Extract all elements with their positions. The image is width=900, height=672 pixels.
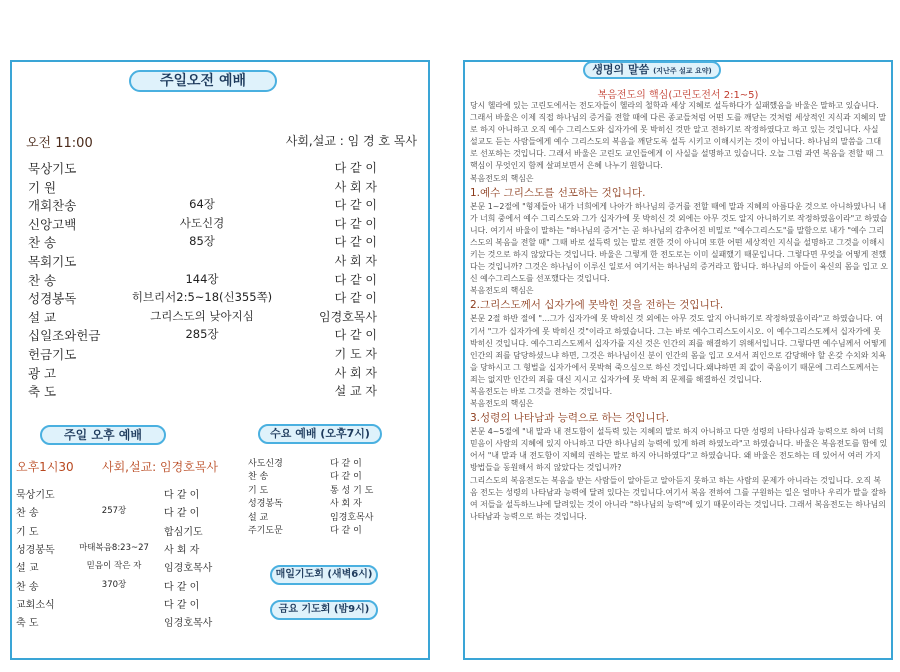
paragraph: 본문 4~5절에 "내 말과 내 전도함이 설득력 있는 지혜의 말로 하지 아니하고 다만 성령의 나타나심과 능력으로 하여 너희 믿음이 사람의 지혜에 있지 아니하고 다만 하나님의 능력에 있게 하려 하였노라"고 하였습니다. 바울은 복음전도를 함에 있어서 "내 말과 내 전도함이 지혜의 권하는 말로 하지 아니하였다"고 하였습니다. 왜 바울은 전도하는 데 있어서 여러 가지 방법들을 동원해서 하지 않았다는 것입니까?: [470, 427, 888, 473]
sermon-title-text: 생명의 말씀: [592, 63, 650, 76]
order-item-person: 임경호목사: [319, 309, 377, 324]
order-item-person: 다 같 이: [164, 581, 200, 593]
order-item-person: 사 회 자: [334, 365, 377, 380]
paragraph: 그리스도의 복음전도는 복음을 받는 사람들이 알아듣고 알아듣지 못하고 하는 사람의 문제가 아니라는 것입니다. 오직 복음 전도는 성령의 나타남과 능력에 달려 있다는 것입니다.여기서 복음 전하여 그를 구원하는 일은 얼마나 우리가 말을 잘하여 저들을 설득하느냐에 달려있는 것이 아니라 "하나님의 능력"에 있기 때문이라는 것입니다. 그래서 복음전도는 하나님의 나타남과 능력으로 하는 것입니다.: [470, 475, 887, 521]
order-item-name: 개회찬송: [28, 198, 77, 214]
order-item-name: 헌금기도: [28, 347, 77, 362]
order-item-person: 사 회 자: [334, 254, 377, 268]
order-item-name: 찬 송: [28, 272, 57, 288]
friday-prayer-title: 금요 기도회 (밤9시): [270, 600, 378, 620]
order-item-name: 십일조와헌금: [28, 328, 101, 344]
order-item-person: 다 같 이: [334, 328, 377, 343]
order-item-name: 기 원: [28, 179, 57, 195]
order-item-person: 합심기도: [164, 526, 203, 538]
morning-service-leader: 사회,설교 : 임 경 호 목사: [285, 134, 417, 148]
order-item-detail: 64장: [189, 197, 215, 212]
order-item-name: 묵상기도: [16, 490, 55, 501]
paragraph: 당시 헬라에 있는 고린도에서는 전도자들이 헬라의 철학과 세상 지혜로 설득하다가 실패했음을 바울은 말하고 있습니다. 그래서 바울은 이제 직접 하나님의 증거를 전할 때에 다른 종교들처럼 어떤 도를 깨닫는 것처럼 세상적인 지식과 지혜의 말로 하지 아니하고 오직 예수 그리스도와 십자가에 못 박히신 것만 알고 전하기로 작정하였다고 하고 있는 것입니다. 사실 설교도 듣는 사람들에게 예수 그리스도의 복음을 깨닫도록 설득 시키고 이해시키는 것이 아닙니다. 하나님의 말씀을 그대로 선포하는 것입니다. 그래서 바울은 고린도 교인들에게 이 사실을 설명하고 있습니다. 오늘 그럼 과연 복음을 전할 때 그 핵심이 무엇인지 함께 살펴보면서 은혜 나누기 원합니다.: [470, 101, 887, 171]
sermon-section-title: [583, 61, 721, 79]
order-item-person: 임경호목사: [164, 618, 213, 630]
order-item-name: 교회소식: [16, 599, 55, 611]
order-item-name: 성경봉독: [16, 544, 55, 556]
order-item-name: 찬 송: [28, 235, 57, 251]
order-item-person: 다 같 이: [164, 490, 200, 501]
order-item-name: 기 도: [248, 485, 269, 496]
order-item-person: 다 같 이: [334, 161, 377, 175]
order-item-name: 성경봉독: [248, 499, 283, 510]
order-item-person: 다 같 이: [334, 291, 377, 306]
sermon-title-note: (지난주 설교 요약): [653, 67, 712, 75]
paragraph: 복음전도의 핵심은: [470, 286, 534, 296]
order-item-person: 사 회 자: [330, 499, 362, 510]
afternoon-service-title: 주일 오후 예배: [40, 425, 166, 445]
order-item-person: 다 같 이: [334, 216, 377, 231]
paragraph: 복음전도의 핵심은: [470, 399, 534, 409]
section-heading: 3.성령의 나타남과 능력으로 하는 것입니다.: [470, 412, 670, 425]
order-item-person: 기 도 자: [334, 347, 377, 361]
order-item-person: 다 같 이: [330, 472, 362, 483]
order-item-name: 찬 송: [16, 508, 39, 520]
afternoon-service-leader: 사회,설교: 임경호목사: [102, 460, 219, 474]
paragraph: 복음전도는 바로 그것을 전하는 것입니다.: [470, 386, 613, 396]
sermon-subtitle: 복음전도의 핵심(고린도전서 2:1~5): [597, 90, 759, 101]
order-item-person: 다 같 이: [330, 459, 362, 469]
daily-prayer-title: 매일기도회 (새벽6시): [270, 565, 378, 585]
order-item-detail: 마태복음8:23~27: [79, 542, 149, 553]
order-item-person: 설 교 자: [334, 384, 377, 399]
sermon-body: [470, 100, 888, 523]
order-item-person: 통 성 기 도: [330, 485, 374, 496]
order-item-detail: 사도신경: [179, 215, 225, 230]
order-item-person: 사 회 자: [164, 544, 200, 556]
order-item-name: 찬 송: [16, 581, 39, 593]
section-heading: 1.예수 그리스도를 선포하는 것입니다.: [470, 186, 646, 199]
section-heading: 2.그리스도께서 십자가에 못박힌 것을 전하는 것입니다.: [470, 299, 724, 312]
order-item-person: 사 회 자: [334, 179, 377, 194]
order-item-person: 다 같 이: [334, 235, 377, 250]
paragraph: 복음전도의 핵심은: [470, 173, 534, 183]
order-item-detail: 그리스도의 낮아지심: [150, 308, 254, 323]
order-item-detail: 370장: [101, 579, 127, 590]
order-item-detail: 히브리서2:5~18(신355쪽): [131, 290, 273, 305]
order-item-name: 목회기도: [28, 254, 77, 269]
order-item-name: 축 도: [28, 384, 57, 400]
morning-service-title: 주일오전 예배: [129, 70, 277, 92]
order-item-name: 설 교: [28, 309, 57, 325]
paragraph: 본문 1~2절에 "형제들아 내가 너희에게 나아가 하나님의 증거를 전할 때에 말과 지혜의 아름다운 것으로 아니하였나니 내가 너희 중에서 예수 그리스도와 그가 십자가에 못 박히신 것 외에는 아무 것도 알지 아니하기로 작정하였음이라"고 하였습니다. 여기서 바울이 말하는 "하나님의 증거"는 곧 하나님의 감추어진 비밀로 "예수그리스도"를 말함으로 내가 "예수 그리스도의 복음을 전할 때" 그때 바로 설득력 있는 말로 전한 것이 아니며 또한 어떤 세상적인 지식을 설명하고 그것을 이해시키는 것으로 하지 않았다는 것입니다. 바울은 그렇게 한 전도로는 이미 실패했기 때문입니다. 그렇다면 무엇을 어떻게 전했다는 것입니까? 그것은 하나님이 이루신 일로서 여기서는 하나님의 증거라고 합니다. 하나님의 아들이 육신의 몸을 입고 오신 예수그리스도를 선포했다는 것입니다.: [470, 201, 888, 284]
order-item-person: 임경호목사: [164, 563, 213, 575]
order-item-detail: 85장: [189, 234, 215, 249]
order-item-person: 다 같 이: [334, 198, 377, 213]
order-item-name: 묵상기도: [28, 161, 77, 176]
order-item-person: 다 같 이: [164, 508, 200, 520]
order-item-person: 다 같 이: [330, 526, 362, 536]
order-item-name: 광 고: [28, 365, 57, 381]
wednesday-service-title: 수요 예배 (오후7시): [258, 424, 382, 444]
afternoon-service-time: 오후1시30: [16, 460, 74, 474]
order-item-name: 설 교: [16, 563, 39, 575]
order-item-name: 주기도문: [248, 526, 283, 536]
order-item-person: 다 같 이: [164, 599, 200, 611]
order-item-person: 임경호목사: [330, 512, 374, 523]
order-item-name: 신앙고백: [28, 216, 77, 232]
order-item-name: 기 도: [16, 526, 39, 538]
order-item-detail: 144장: [185, 271, 219, 286]
order-item-detail: 257장: [101, 506, 127, 517]
order-item-name: 성경봉독: [28, 291, 77, 307]
morning-service-time: 오전 11:00: [26, 136, 93, 151]
sermon-summary-panel: [463, 60, 893, 660]
order-item-name: 찬 송: [248, 472, 269, 483]
order-item-detail: 285장: [185, 327, 219, 342]
paragraph: 본문 2절 하반 절에 "...그가 십자가에 못 박히신 것 외에는 아무 것도 알지 아니하기로 작정하였음이라"고 하였습니다. 여기서 "그가 십자가에 못 박히신 것"이라고 하였습니다. 그는 바로 예수그리스도이시오. 이 예수그리스도께서 십자가에 못박히신 것입니다. 예수그리스도께서 십자가를 지신 것은 인간의 죄를 해결하기 위해서입니다. 그렇다면 예수님께서 어떻게 인간의 죄를 담당하셨느냐 하면, 그것은 하나님이신 분이 인간의 몸을 입고 오셔서 죄인으로 감당해야 할 온갖 수치와 치욕을 당하시고 그 형벌을 십자가에서 못박혀 죽으심으로 하신 것입니다.왜냐하면 죄 값이 죽음이기 때문에 그리스도께서는 죄는 없지만 인간의 죄를 대신 지시고 십자가에 못 박혀 죄 문제를 해결하신 것입니다.: [470, 314, 887, 384]
order-item-person: 다 같 이: [334, 272, 377, 287]
order-item-name: 축 도: [16, 618, 39, 630]
order-item-name: 사도신경: [248, 459, 283, 469]
worship-order-panel: [10, 60, 430, 660]
order-item-detail: 믿음이 작은 자: [86, 561, 142, 572]
order-item-name: 설 교: [248, 512, 269, 523]
